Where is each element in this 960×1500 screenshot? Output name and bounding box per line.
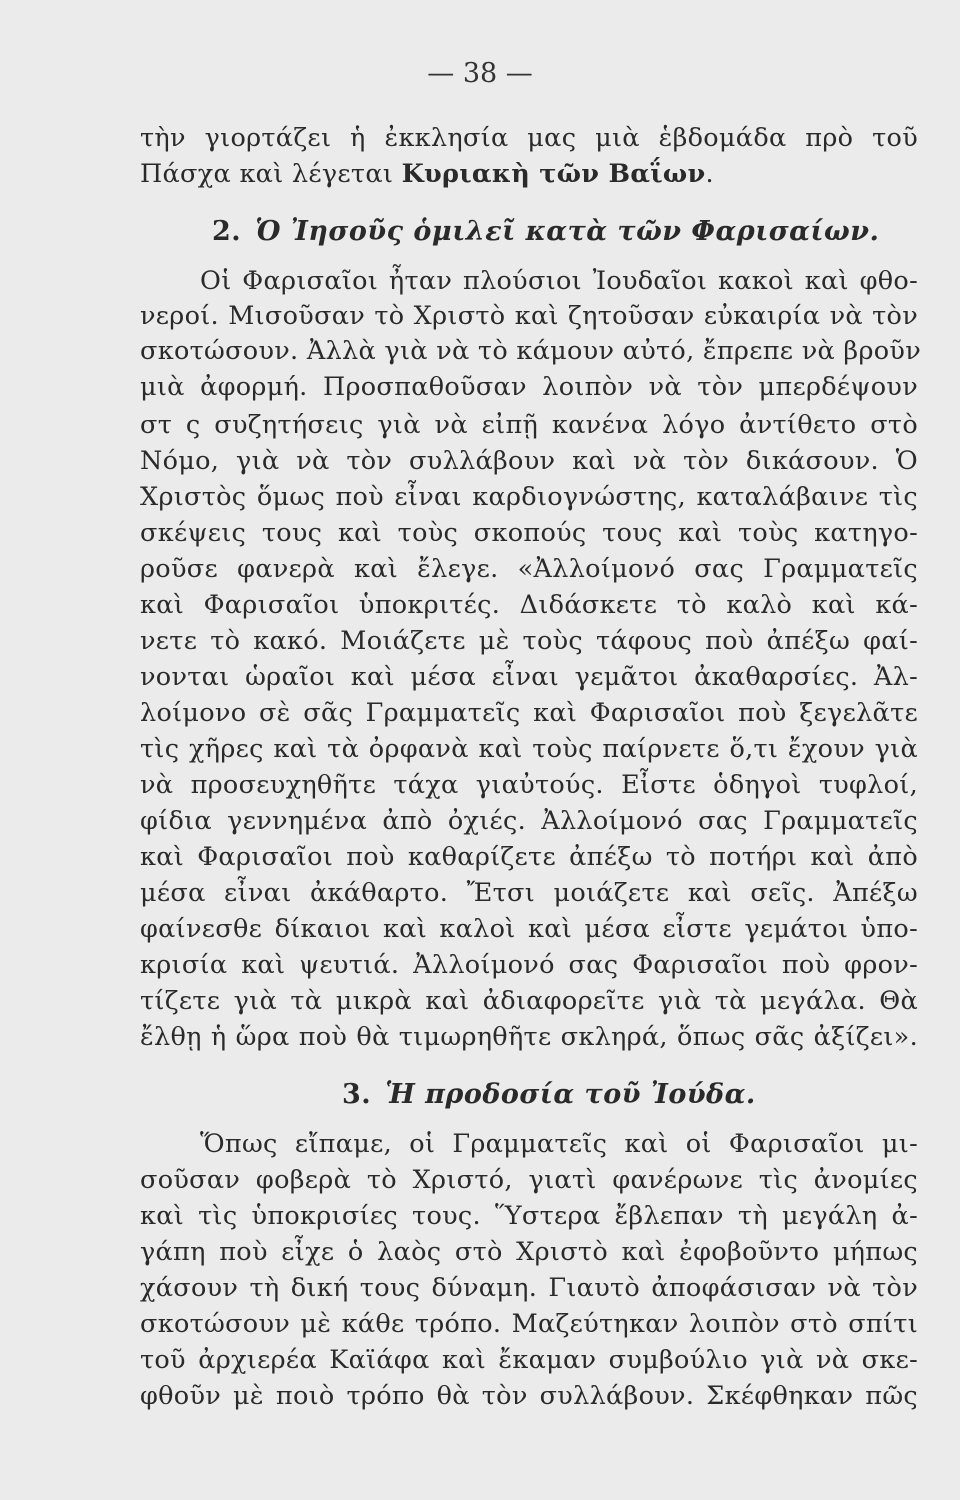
text-line: Χριστὸς ὅμως ποὺ εἶναι καρδιογνώστης, καταλάβαινε τὶς — [140, 482, 918, 512]
section-heading — [342, 1077, 756, 1113]
text-line: λοίμονο σὲ σᾶς Γραμματεῖς καὶ Φαρισαῖοι ποὺ ξεγελᾶτε — [140, 698, 918, 728]
text-line: καὶ τὶς ὑποκρισίες τους. Ὕστερα ἔβλεπαν τὴ μεγάλη ἀ- — [140, 1201, 918, 1231]
text-line: τίζετε γιὰ τὰ μικρὰ καὶ ἀδιαφορεῖτε γιὰ τὰ μεγάλα. Θὰ — [140, 986, 918, 1016]
text-line: σκοτώσουν. Ἀλλὰ γιὰ νὰ τὸ κάμουν αὐτό, ἔπρεπε νὰ βροῦν — [140, 336, 922, 366]
text-line: κρισία καὶ ψευτιά. Ἀλλοίμονό σας Φαρισαῖοι ποὺ φρον- — [140, 950, 918, 980]
text-line: σκέψεις τους καὶ τοὺς σκοπούς τους καὶ τοὺς κατηγο- — [140, 518, 918, 548]
text-line: Ὅπως εἴπαμε, οἱ Γραμματεῖς καὶ οἱ Φαρισαῖοι μι- — [200, 1129, 918, 1159]
text-line: στ ς συζητήσεις γιὰ νὰ εἰπῇ κανένα λόγο ἀντίθετο στὸ — [140, 410, 918, 440]
text-line — [140, 156, 918, 192]
text-line: μέσα εἶναι ἀκάθαρτο. Ἔτσι μοιάζετε καὶ σεῖς. Ἀπέξω — [140, 878, 918, 908]
section-number: 2. — [212, 216, 242, 247]
text-line: Νόμο, γιὰ νὰ τὸν συλλάβουν καὶ νὰ τὸν δικάσουν. Ὁ — [140, 446, 918, 476]
section-heading — [212, 214, 879, 250]
text-line: νὰ προσευχηθῆτε τάχα γιαὐτούς. Εἶστε ὁδηγοὶ τυφλοί, — [140, 770, 918, 800]
text-line: φαίνεσθε δίκαιοι καὶ καλοὶ καὶ μέσα εἶστε γεμάτοι ὑπο- — [140, 914, 918, 944]
text-line: καὶ Φαρισαῖοι ὑποκριτές. Διδάσκετε τὸ καλὸ καὶ κά- — [140, 590, 918, 620]
text-line: φίδια γεννημένα ἀπὸ ὀχιές. Ἀλλοίμονό σας Γραμματεῖς — [140, 806, 918, 836]
text-line: τὴν γιορτάζει ἡ ἐκκλησία μας μιὰ ἑβδομάδα πρὸ τοῦ — [140, 123, 918, 153]
section-number: 3. — [342, 1079, 372, 1110]
text-line: Οἱ Φαρισαῖοι ἦταν πλούσιοι Ἰουδαῖοι κακοὶ καὶ φθο- — [200, 266, 918, 296]
text-line: σοῦσαν φοβερὰ τὸ Χριστό, γιατὶ φανέρωνε τὶς ἀνομίες — [140, 1165, 918, 1195]
text-line: νεροί. Μισοῦσαν τὸ Χριστὸ καὶ ζητοῦσαν εὐκαιρία νὰ τὸν — [140, 301, 918, 331]
feast-name: Κυριακὴ τῶν Βαΐων — [401, 159, 706, 189]
text-line: τὶς χῆρες καὶ τὰ ὀρφανὰ καὶ τοὺς παίρνετε ὅ,τι ἔχουν γιὰ — [140, 734, 918, 764]
text-line: γάπη ποὺ εἶχε ὁ λαὸς στὸ Χριστὸ καὶ ἐφοβοῦντο μήπως — [140, 1237, 918, 1267]
text-line: σκοτώσουν μὲ κάθε τρόπο. Μαζεύτηκαν λοιπὸν στὸ σπίτι — [140, 1309, 918, 1339]
section-title: Ἡ προδοσία τοῦ Ἰούδα. — [385, 1079, 756, 1110]
text-line: μιὰ ἀφορμή. Προσπαθοῦσαν λοιπὸν νὰ τὸν μπερδέψουν — [140, 372, 918, 402]
text-line: νετε τὸ κακό. Μοιάζετε μὲ τοὺς τάφους ποὺ ἀπέξω φαί- — [140, 626, 918, 656]
section-title: Ὁ Ἰησοῦς ὁμιλεῖ κατὰ τῶν Φαρισαίων. — [255, 216, 880, 247]
text-line: ροῦσε φανερὰ καὶ ἔλεγε. «Ἀλλοίμονό σας Γραμματεῖς — [140, 554, 918, 584]
text-fragment: Πάσχα καὶ λέγεται — [140, 159, 402, 189]
text-line: τοῦ ἀρχιερέα Καϊάφα καὶ ἔκαμαν συμβούλιο γιὰ νὰ σκε- — [140, 1345, 918, 1375]
text-line: νονται ὡραῖοι καὶ μέσα εἶναι γεμᾶτοι ἀκαθαρσίες. Ἀλ- — [140, 662, 918, 692]
text-line: καὶ Φαρισαῖοι ποὺ καθαρίζετε ἀπέξω τὸ ποτήρι καὶ ἀπὸ — [140, 842, 918, 872]
text-line: χάσουν τὴ δική τους δύναμη. Γιαυτὸ ἀποφάσισαν νὰ τὸν — [140, 1273, 918, 1303]
text-line: ἔλθῃ ἡ ὥρα ποὺ θὰ τιμωρηθῆτε σκληρά, ὅπως σᾶς ἀξίζει». — [140, 1022, 918, 1052]
text-line: φθοῦν μὲ ποιὸ τρόπο θὰ τὸν συλλάβουν. Σκέφθηκαν πῶς — [140, 1381, 918, 1411]
page-number: — 38 — — [427, 58, 533, 89]
text-fragment: . — [705, 159, 714, 189]
